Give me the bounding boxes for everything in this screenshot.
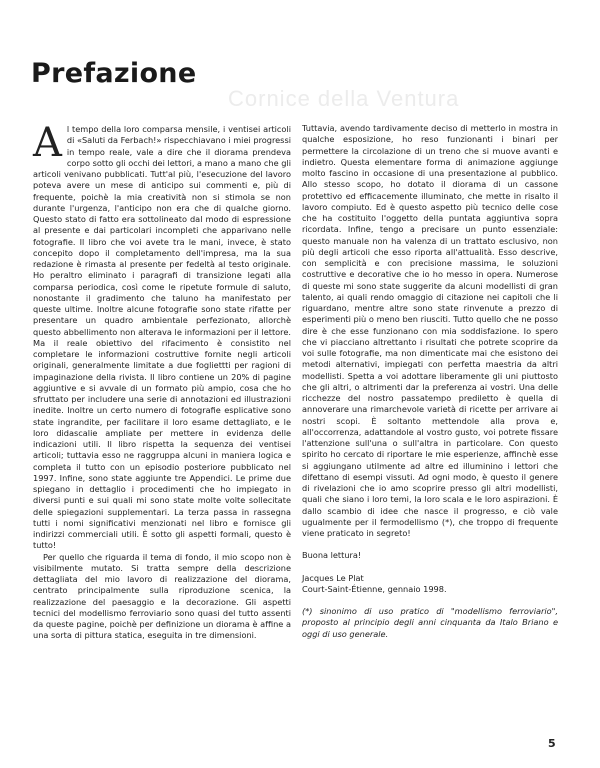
page-title: Prefazione [31, 58, 197, 89]
signature-name: Jacques Le Plat [302, 572, 364, 583]
background-watermark-text: Cornice della Ventura [228, 86, 460, 111]
page-number: 5 [548, 737, 556, 750]
paragraph-exhibition: Tuttavia, avendo tardivamente deciso di metterlo in mostra in qualche esposizione, ho reso funzionanti i binari per permettere la circolazione di un treno che si muove avanti e indietro. Questa elementare forma di animazione aggiunge molto fascino in occasione di una presentazione al pubblico. Allo stesso scopo, ho dotato il diorama di un cassone protettivo ed efficacemente illuminato, che mette in risalto il lavoro compiuto. Ed è questo aspetto più tecnico delle cose che ha costituito l'oggetto della puntata aggiuntiva sopra ricordata. Infine, tengo a precisare un punto essenziale: questo manuale non ha valenza di un trattato esclusivo, non più degli articoli che esso riporta all'attualità. Esso descrive, con semplicità e con precisione massima, le soluzioni costruttive e decorative che io ho messo in opera. Numerose di queste mi sono state suggerite da alcuni modellisti di gran talento, ai quali rendo omaggio di citazione nei capitoli che li riguardano, mentre altre sono state rinvenute a prezzo di esperimenti più o meno ben riusciti. Tutto quello che ne posso dire è che esse funzionano con mia soddisfazione. Io spero che vi piacciano altrettanto i risultati che potrete scoprire da voi sulle fotografie, ma non dimenticate mai che esistono dei metodi alternativi, impiegati con perfetta maestria da altri modellisti. Spetta a voi adottare liberamente gli uni piuttosto che gli altri, o altrimenti dar la preferenza ai vostri. Una delle ricchezze del nostro passatempo prediletto è quella di annoverare una rimarchevole varietà di ricette per arrivare ai nostri scopi. È soltanto mettendole alla prova e, all'occorrenza, adattandole al vostro gusto, voi potrete fissare l'attenzione sull'una o sull'altra in particolare. Con questo spirito ho cercato di riportare le mie esperienze, affinchè esse si aggiungano utilmente ad altre ed illuminino i lettori che difettano di esempi vissuti. Ad ogni modo, è questo il genere di rivelazioni che io amo scoprire presso gli altri modellisti, quali che siano i loro temi, la loro scala e le loro aspirazioni. È dallo scambio di idee che nasce il progresso, e ciò vale ugualmente per il fermodellismo (*), che troppo di frequente viene praticato in segreto! [302, 123, 558, 538]
signature-place-date: Court-Saint-Étienne, gennaio 1998. [302, 583, 447, 594]
paragraph-theme: Per quello che riguarda il tema di fondo, il mio scopo non è visibilmente mutato. Si tratta sempre della descrizione dettagliata del mio lavoro di realizzazione del diorama, centrato principalmente sulla riproduzione scenica, la realizzazione del paesaggio e la decorazione. Gli aspetti tecnici del modellismo ferroviario sono quasi del tutto assenti da queste pagine, poichè per definizione un diorama è affine a una sorta di pittura statica, eseguita in tre dimensioni. [33, 551, 291, 641]
closing-line: Buona lettura! [302, 550, 362, 561]
footnote: (*) sinonimo di uso pratico di "modellismo ferroviario", proposto al principio degli anni cinquanta da Italo Briano e oggi di uso generale. [302, 606, 558, 639]
left-column [33, 120, 291, 642]
right-column [302, 123, 558, 640]
drop-cap: A [33, 120, 62, 166]
paragraph-intro-text: l tempo della loro comparsa mensile, i ventisei articoli di «Saluti da Ferbach!» rispecchiavano i miei progressi in tempo reale, vale a dire che il diorama prendeva corpo sotto gli occhi dei lettori, a mano a mano che gli articoli venivano pubblicati. Tutt'al più, l'esecuzione del lavoro poteva avere un mese di anticipo sui commenti e, più di frequente, poichè la mia creatività non si stimola se non durante l'urgenza, l'anticipo non era che di qualche giorno. Questo stato di fatto era sottolineato dal modo di espressione al presente e dai particolari incompleti che apparivano nelle fotografie. Il libro che voi avete tra le mani, invece, è stato concepito dopo il completamento dell'impresa, ma la sua redazione è rimasta al presente per fedeltà al testo originale. Ho peraltro eliminato i paragrafi di transizione legati alla comparsa periodica, così come le ripetute formule di saluto, nonostante il gradimento che taluno ha manifestato per queste ultime. Inoltre alcune fotografie sono state rifatte per presentare un quadro ambientale perfezionato, allorchè questo abbellimento non alterava le informazioni per il lettore. Ma il reale obiettivo del rifacimento è consistito nel completare le informazioni costruttive fornite negli articoli originali, generalmente limitate a due fogliettti per ragioni di impaginazione della rivista. Il libro contiene un 20% di pagine aggiuntive e si avvale di un formato più ampio, cosa che ho sfruttato per includere una serie di annotazioni ed illustrazioni inedite. Inoltre un certo numero di fotografie esplicative sono state ingrandite, per facilitare il loro esame dettagliato, e le loro didascalie ampliate per mettere in evidenza delle indicazioni utili. Il libro rispetta la sequenza dei ventisei articoli; tuttavia esso ne raggruppa alcuni in maniera logica e completa il tutto con un episodio posteriore pubblicato nel 1997. Infine, sono state aggiunte tre Appendici. Le prime due spiegano in dettaglio i procedimenti che ho impiegato in diversi punti e sui quali mi sono state molte volte sollecitate delle spiegazioni supplementari. La terza passa in rassegna tutti i nomi significativi menzionati nel libro e fornisce gli indirizzi commerciali utili. È sotto gli aspetti formali, questo è tutto! [33, 124, 291, 551]
paragraph-intro [33, 120, 291, 552]
